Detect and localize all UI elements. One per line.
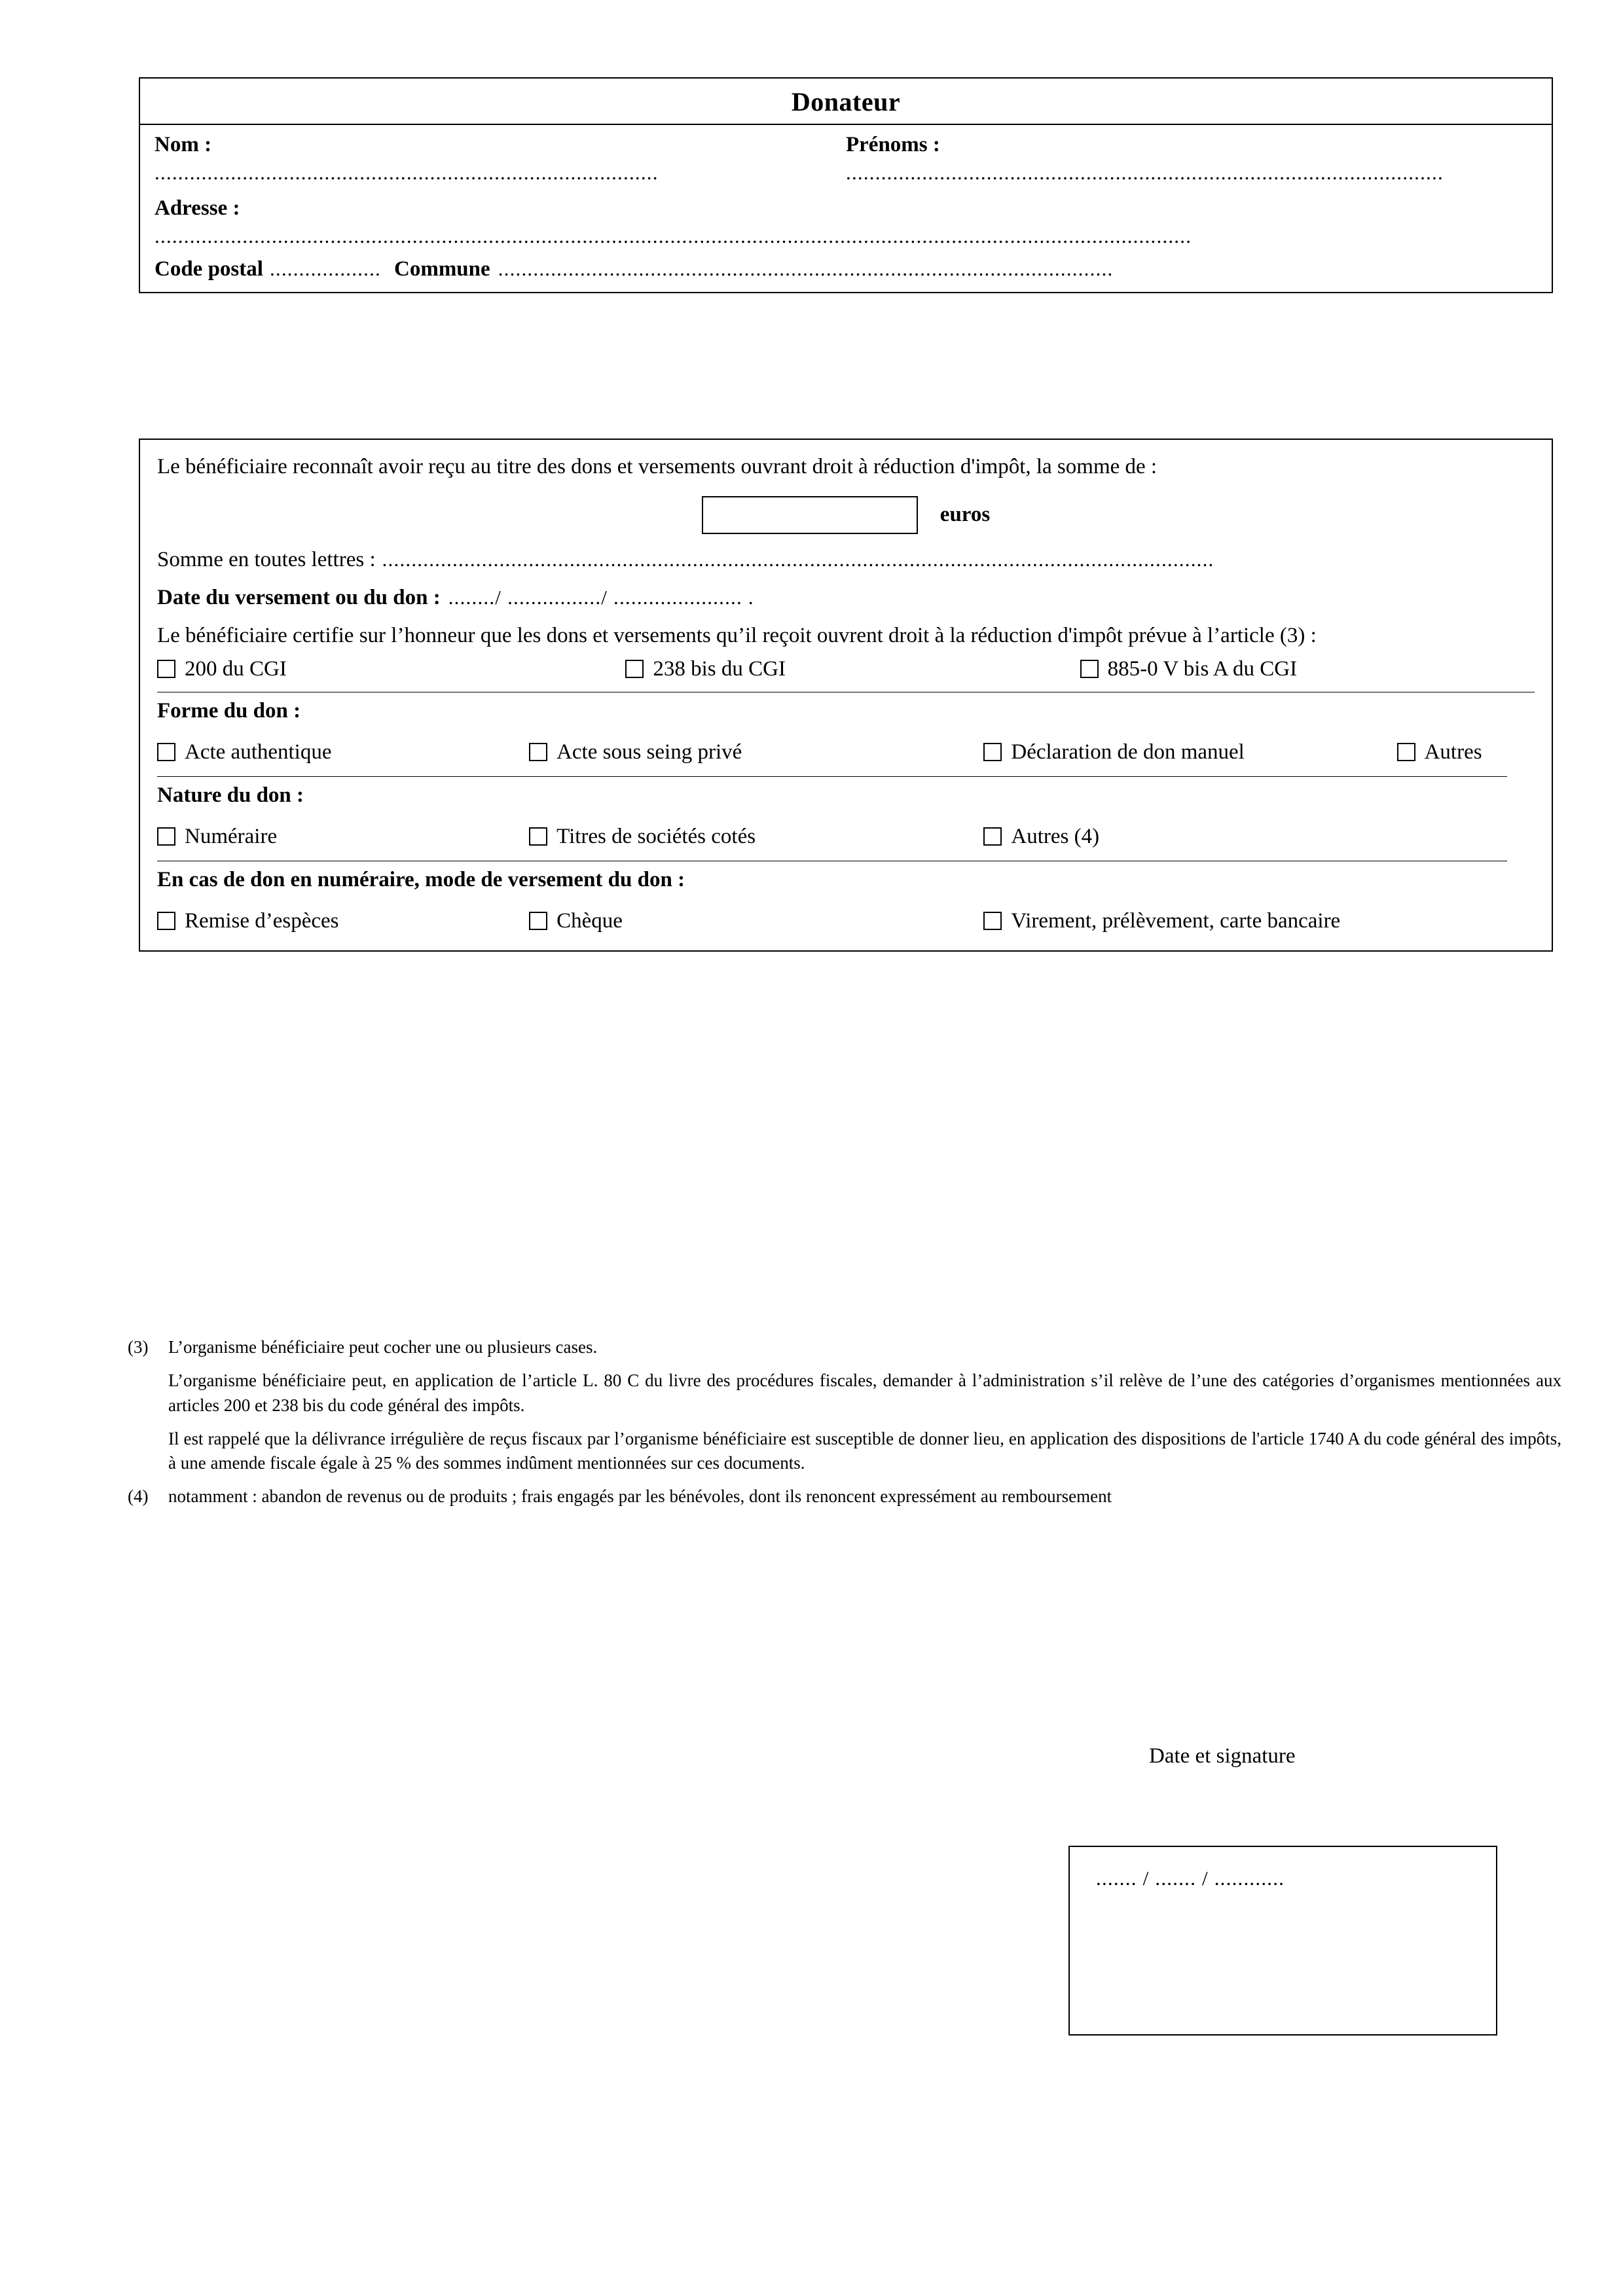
footnote-4-number: (4) bbox=[128, 1486, 149, 1507]
footnote-4 bbox=[128, 1484, 1561, 1509]
article-option-885[interactable] bbox=[1080, 657, 1535, 681]
amount-row bbox=[157, 496, 1535, 534]
prenoms-input[interactable] bbox=[846, 161, 1537, 185]
footnotes bbox=[128, 1335, 1561, 1518]
commune-label: Commune bbox=[394, 257, 490, 281]
article-option-label: 885-0 V bis A du CGI bbox=[1107, 656, 1298, 681]
nom-input[interactable] bbox=[155, 161, 846, 185]
checkbox-icon[interactable] bbox=[983, 912, 1002, 930]
nature-option-label: Titres de sociétés cotés bbox=[556, 824, 756, 848]
mode-title: En cas de don en numéraire, mode de versement du don : bbox=[157, 867, 685, 891]
somme-lettres-label: Somme en toutes lettres : bbox=[157, 547, 376, 571]
footnote-3-line1: L’organisme bénéficiaire peut cocher une ou plusieurs cases. bbox=[168, 1337, 598, 1357]
footnote-3 bbox=[128, 1335, 1561, 1359]
declaration-section bbox=[139, 439, 1553, 952]
prenoms-label: Prénoms : bbox=[846, 133, 940, 156]
forme-option-label: Acte authentique bbox=[185, 740, 332, 764]
footnote-4-line1: notamment : abandon de revenus ou de produits ; frais engagés par les bénévoles, dont ils renoncent expressément au remboursement bbox=[168, 1486, 1112, 1507]
forme-option-autres[interactable] bbox=[1397, 740, 1482, 764]
mode-option-label: Remise d’espèces bbox=[185, 908, 339, 933]
code-postal-label: Code postal bbox=[155, 257, 263, 281]
signature-date-input[interactable]: ....... / ....... / ............ bbox=[1096, 1867, 1285, 1890]
article-option-label: 200 du CGI bbox=[185, 656, 287, 681]
mode-option-cheque[interactable] bbox=[529, 909, 983, 933]
prenoms-field bbox=[846, 133, 1537, 157]
checkbox-icon[interactable] bbox=[983, 827, 1002, 846]
forme-options bbox=[157, 740, 1535, 764]
divider bbox=[157, 776, 1507, 777]
signature-box[interactable] bbox=[1068, 1846, 1497, 2036]
checkbox-icon[interactable] bbox=[157, 827, 175, 846]
adresse-label: Adresse : bbox=[155, 196, 240, 220]
forme-option-label: Autres bbox=[1424, 740, 1482, 764]
nature-option-titres-societes-cotes[interactable] bbox=[529, 825, 983, 849]
checkbox-icon[interactable] bbox=[529, 827, 547, 846]
checkbox-icon[interactable] bbox=[529, 912, 547, 930]
name-input-row bbox=[155, 161, 1537, 185]
forme-option-acte-sous-seing-prive[interactable] bbox=[529, 740, 983, 764]
nature-title: Nature du don : bbox=[157, 783, 304, 807]
mode-option-label: Virement, prélèvement, carte bancaire bbox=[1011, 908, 1341, 933]
donor-fields bbox=[140, 125, 1552, 292]
checkbox-icon[interactable] bbox=[983, 743, 1002, 761]
checkbox-icon[interactable] bbox=[625, 660, 644, 678]
euros-label: euros bbox=[939, 503, 991, 527]
prenoms-dots: ...................................................................................................... bbox=[846, 161, 1444, 184]
adresse-input[interactable] bbox=[155, 224, 1537, 248]
code-postal-input[interactable]: ................... bbox=[269, 257, 381, 280]
nom-label: Nom : bbox=[155, 133, 212, 156]
forme-option-label: Acte sous seing privé bbox=[556, 740, 742, 764]
somme-lettres-input[interactable]: .............................................................................................................................................. bbox=[382, 547, 1214, 571]
nature-option-label: Autres (4) bbox=[1011, 824, 1100, 848]
mode-option-remise-especes[interactable] bbox=[157, 909, 529, 933]
donor-section bbox=[139, 77, 1553, 293]
adresse-dots: ................................................................................................................................................................................. bbox=[155, 224, 1192, 247]
name-row bbox=[155, 133, 1537, 157]
postal-commune-row bbox=[155, 257, 1537, 281]
certification-text: Le bénéficiaire certifie sur l’honneur que les dons et versements qu’il reçoit ouvrent droit à la réduction d'impôt prévue à l’article (3) : bbox=[157, 624, 1317, 648]
mode-option-virement[interactable] bbox=[983, 909, 1340, 933]
checkbox-icon[interactable] bbox=[529, 743, 547, 761]
checkbox-icon[interactable] bbox=[1397, 743, 1415, 761]
nature-options bbox=[157, 825, 1535, 849]
amount-input[interactable] bbox=[702, 496, 918, 534]
nature-option-autres[interactable] bbox=[983, 825, 1099, 849]
footnote-3-line3: Il est rappelé que la délivrance irrégulière de reçus fiscaux par l’organisme bénéficiaire est susceptible de donner lieu, en application des dispositions de l'article 1740 A du code général des impôts, à une amende fiscale égale à 25 % des sommes indûment mentionnées sur ces documents. bbox=[168, 1428, 1561, 1473]
forme-option-label: Déclaration de don manuel bbox=[1011, 740, 1245, 764]
checkbox-icon[interactable] bbox=[157, 743, 175, 761]
footnote-3-number: (3) bbox=[128, 1337, 149, 1357]
mode-option-label: Chèque bbox=[556, 908, 623, 933]
checkbox-icon[interactable] bbox=[1080, 660, 1099, 678]
commune-input[interactable]: ......................................................................................................... bbox=[498, 257, 1114, 280]
checkbox-icon[interactable] bbox=[157, 660, 175, 678]
forme-option-acte-authentique[interactable] bbox=[157, 740, 529, 764]
date-versement-row bbox=[157, 586, 1535, 610]
mode-options bbox=[157, 909, 1535, 933]
nom-field bbox=[155, 133, 846, 157]
date-versement-input[interactable]: ......../ ................/ ...................... . bbox=[448, 586, 754, 609]
somme-lettres-row bbox=[157, 546, 1535, 575]
date-versement-label: Date du versement ou du don : bbox=[157, 586, 441, 610]
article-option-200[interactable] bbox=[157, 657, 625, 681]
forme-title: Forme du don : bbox=[157, 698, 301, 723]
forme-option-declaration-don-manuel[interactable] bbox=[983, 740, 1396, 764]
nature-option-label: Numéraire bbox=[185, 824, 278, 848]
donor-title: Donateur bbox=[140, 79, 1552, 125]
article-options bbox=[157, 657, 1535, 681]
adresse-row bbox=[155, 196, 1537, 221]
footnote-3-line2: L’organisme bénéficiaire peut, en application de l’article L. 80 C du livre des procédures fiscales, demander à l’administration s’il relève de l’une des catégories d’organismes mentionnées aux articles 200 et 238 bis du code général des impôts. bbox=[168, 1371, 1561, 1415]
intro-text: Le bénéficiaire reconnaît avoir reçu au titre des dons et versements ouvrant droit à réduction d'impôt, la somme de : bbox=[157, 455, 1158, 478]
signature-label: Date et signature bbox=[1149, 1744, 1296, 1768]
checkbox-icon[interactable] bbox=[157, 912, 175, 930]
nature-option-numeraire[interactable] bbox=[157, 825, 529, 849]
nom-dots: ...................................................................................... bbox=[155, 161, 659, 184]
article-option-238bis[interactable] bbox=[625, 657, 1080, 681]
article-option-label: 238 bis du CGI bbox=[653, 656, 786, 681]
